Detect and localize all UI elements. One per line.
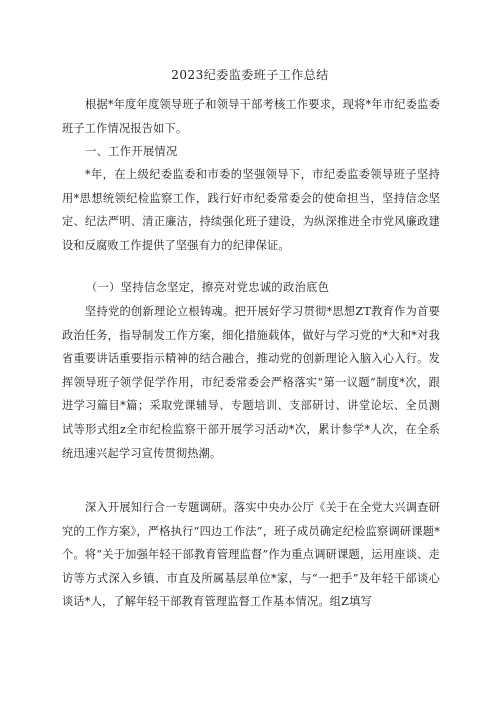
research-paragraph: 深入开展知行合一专题调研。落实中央办公厅《关于在全党大兴调查研究的工作方案》，严格执行“四边工作法”，班子成员确定纪检监察调研课题*个。将“关于加强年轻干部教育管理监督”作为重点调研课题，运用座谈、走访等方式深入乡镇、市直及所属基层单位*家，与“一把手”及年轻干部谈心谈话*人，了解年轻干部教育管理监督工作基本情况。组Z填写 <box>62 501 440 609</box>
overview-paragraph: *年，在上级纪委监委和市委的坚强领导下，市纪委监委领导班子坚持用*思想统领纪检监察工作，践行好市纪委常委会的使命担当，坚持信念坚定、纪法严明、清正廉洁，持续强化班子建设，为纵深推进全市党风廉政建设和反腐败工作提供了坚强有力的纪律保证。 <box>62 168 440 252</box>
document-title: 2023纪委监委班子工作总结 <box>171 68 329 82</box>
theory-study-paragraph: 坚持党的创新理论立根铸魂。把开展好学习贯彻*思想ZT教育作为首要政治任务，指导制发工作方案，细化措施载体，做好与学习党的*大和*对我省重要讲话重要指示精神的结合融合，推动党的创新理论入脑入心入行。发挥领导班子领学促学作用，市纪委常委会严格落实“第一议题”制度*次，跟进学习篇目*篇；采取党课辅导、专题培训、支部研讨、讲堂论坛、全员测试等形式组z全市纪检监察干部开展学习活动*次，累计参学*人次，在全系统迅速兴起学习宣传贯彻热潮。 <box>62 305 440 460</box>
intro-paragraph: 根据*年度年度领导班子和领导干部考核工作要求，现将*年市纪委监委班子工作情况报告如下。 <box>62 98 440 135</box>
subsection-heading-1: （一）坚持信念坚定，擦亮对党忠诚的政治底色 <box>86 281 330 294</box>
section-heading-1: 一、工作开展情况 <box>85 145 178 158</box>
